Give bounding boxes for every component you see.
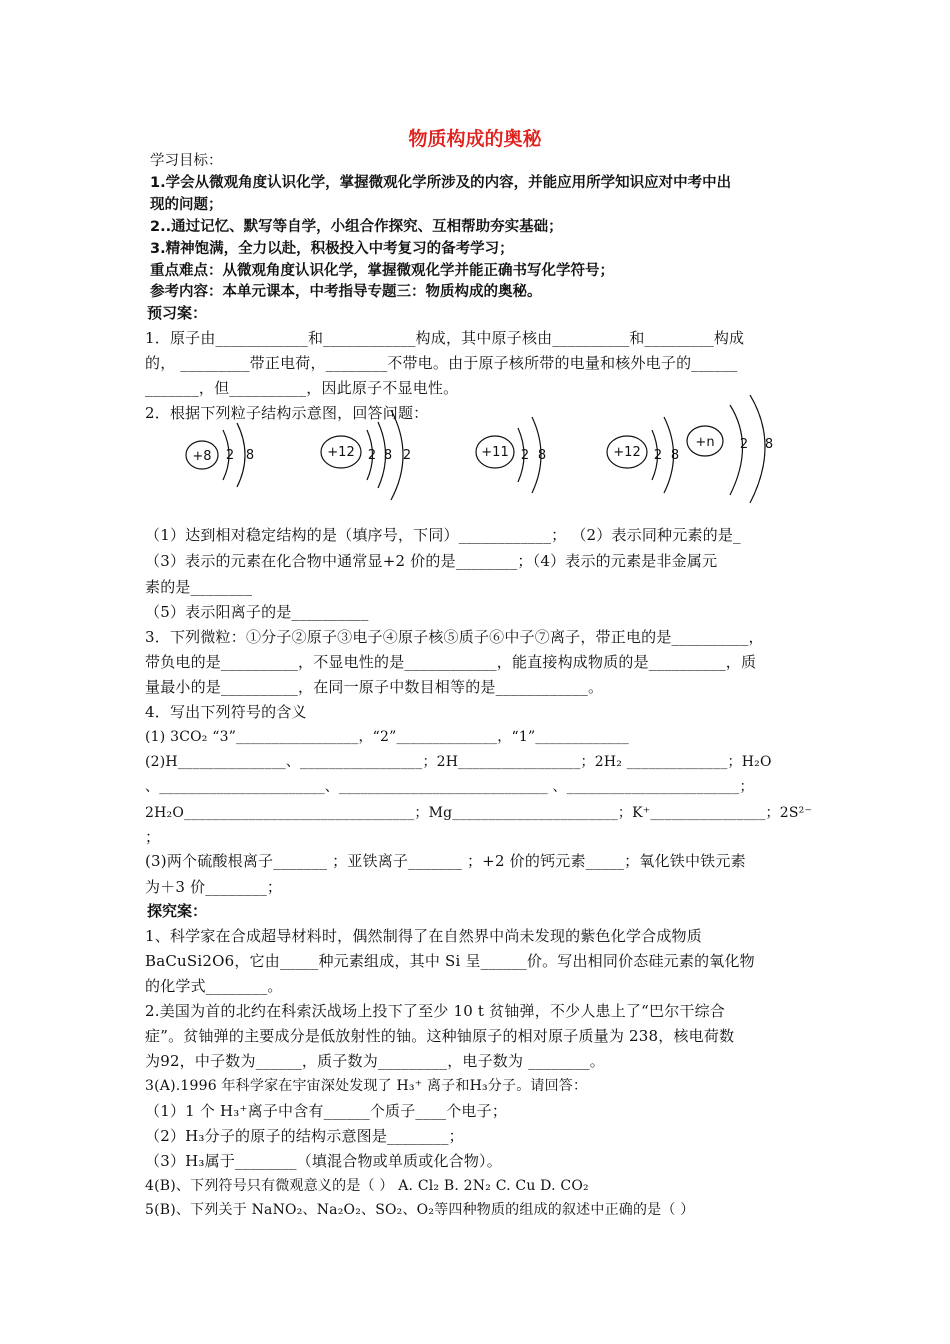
atom-diagram-1 bbox=[186, 423, 254, 487]
question-4-line: (2)H_______________、_________________；2H_________________；2H₂ ______________；H₂O bbox=[145, 754, 772, 770]
question-2-line: 2．根据下列粒子结构示意图，回答问题： bbox=[145, 404, 429, 422]
question-4-line: ； bbox=[145, 828, 161, 846]
question-2-sub-line: （3）表示的元素在化合物中通常显+2 价的是________；（4）表示的元素是非金属元 bbox=[145, 552, 718, 570]
objective-line: 2..通过记忆、默写等自学，小组合作探究、互相帮助夯实基础； bbox=[150, 219, 563, 235]
explore-question-line: 1、科学家在合成超导材料时，偶然制得了在自然界中尚未发现的紫色化学合成物质 bbox=[145, 927, 702, 945]
nucleus-charge: +12 bbox=[327, 445, 355, 460]
page-title: 物质构成的奥秘 bbox=[408, 128, 542, 150]
shell-electron-count: 2 bbox=[225, 448, 235, 463]
question-2-sub-line: （5）表示阳离子的是__________ bbox=[145, 603, 369, 621]
explore-question-line: 5(B)、下列关于 NaNO₂、Na₂O₂、SO₂、O₂等四种物质的组成的叙述中正确的是（ ） bbox=[145, 1202, 695, 1218]
objective-line: 3.精神饱满，全力以赴，积极投入中考复习的备考学习； bbox=[150, 241, 514, 257]
shell-electron-count: 8 bbox=[537, 448, 547, 463]
shell-electron-count: 2 bbox=[520, 448, 530, 463]
question-1-line: 1．原子由____________和____________构成，其中原子核由__________和_________构成 bbox=[145, 329, 745, 347]
explore-question-line: 3(A).1996 年科学家在宇宙深处发现了 H₃⁺ 离子和H₃分子。请回答： bbox=[145, 1078, 588, 1094]
explore-question-line: 症”。贫铀弹的主要成分是低放射性的铀。这种铀原子的相对原子质量为 238，核电荷数 bbox=[145, 1027, 735, 1045]
electron-shell-arc bbox=[237, 423, 245, 487]
particle-structure-diagram bbox=[175, 395, 805, 515]
electron-shell-arc bbox=[750, 395, 765, 503]
shell-electron-count: 8 bbox=[670, 448, 680, 463]
explore-heading: 探究案： bbox=[147, 902, 208, 920]
nucleus-charge: +11 bbox=[481, 445, 509, 460]
reference-line: 参考内容：本单元课本，中考指导专题三：物质构成的奥秘。 bbox=[150, 284, 542, 300]
atom-diagram-4 bbox=[607, 417, 679, 493]
shell-electron-count: 8 bbox=[383, 448, 393, 463]
shell-electron-count: 2 bbox=[402, 448, 412, 463]
atom-diagram-2 bbox=[321, 410, 411, 500]
preview-heading: 预习案： bbox=[147, 304, 208, 322]
shell-electron-count: 8 bbox=[245, 448, 255, 463]
electron-shell-arc bbox=[391, 410, 403, 500]
question-2-sub-line: 素的是________ bbox=[145, 578, 253, 596]
explore-question-line: （3）H₃属于________（填混合物或单质或化合物）。 bbox=[145, 1152, 502, 1170]
atom-diagram-3 bbox=[476, 417, 546, 493]
question-4-line: (3)两个硫酸根离子_______ ；亚铁离子_______ ；+2 价的钙元素_____；氧化铁中铁元素 bbox=[145, 852, 746, 870]
explore-question-line: 的化学式________。 bbox=[145, 977, 283, 995]
shell-electron-count: 8 bbox=[764, 437, 774, 452]
objective-line: 1.学会从微观角度认识化学，掌握微观化学所涉及的内容，并能应用所学知识应对中考中出 bbox=[150, 175, 732, 191]
explore-question-line: （2）H₃分子的原子的结构示意图是________； bbox=[145, 1127, 464, 1145]
shell-electron-count: 2 bbox=[739, 437, 749, 452]
question-4-line: (1) 3CO₂ “3”_________________，“2”______________，“1”_____________ bbox=[145, 729, 629, 745]
key-points-line: 重点难点：从微观角度认识化学，掌握微观化学并能正确书写化学符号； bbox=[150, 263, 614, 279]
nucleus-charge: +8 bbox=[192, 449, 212, 464]
question-1-line: 的， _________带正电荷，________不带电。由于原子核所带的电量和核外电子的______ bbox=[145, 354, 738, 372]
explore-question-line: 为92，中子数为______，质子数为_________，电子数为 ________。 bbox=[145, 1052, 605, 1070]
objective-line: 现的问题； bbox=[150, 197, 223, 213]
question-4-line: 、_______________________、_____________________________ 、________________________； bbox=[145, 779, 754, 795]
explore-question-line: （1）1 个 H₃⁺离子中含有______个质子____个电子； bbox=[145, 1102, 508, 1120]
explore-question-line: 4(B)、下列符号只有微观意义的是（ ） A. Cl₂ B. 2N₂ C. Cu D. CO₂ bbox=[145, 1178, 589, 1194]
explore-question-line: BaCuSi2O6，它由_____种元素组成，其中 Si 呈______价。写出相同价态硅元素的氧化物 bbox=[145, 952, 755, 970]
shell-electron-count: 2 bbox=[653, 448, 663, 463]
nucleus-charge: +n bbox=[695, 435, 715, 450]
question-4-line: 2H₂O________________________________；Mg_______________________；K⁺________________；2S²⁻ bbox=[145, 805, 813, 821]
question-4-line: 4．写出下列符号的含义 bbox=[145, 703, 307, 721]
question-1-line: _______，但__________，因此原子不显电性。 bbox=[145, 379, 459, 397]
atom-diagram-5 bbox=[687, 395, 773, 503]
objectives-heading: 学习目标： bbox=[150, 153, 223, 169]
question-4-line: 为＋3 价________； bbox=[145, 878, 283, 896]
nucleus-charge: +12 bbox=[613, 445, 641, 460]
explore-question-line: 2.美国为首的北约在科索沃战场上投下了至少 10 t 贫铀弹，不少人患上了“巴尔干综合 bbox=[145, 1002, 726, 1020]
question-3-line: 量最小的是__________，在同一原子中数目相等的是____________。 bbox=[145, 678, 604, 696]
question-3-line: 带负电的是__________，不显电性的是____________，能直接构成物质的是__________，质 bbox=[145, 653, 757, 671]
shell-electron-count: 2 bbox=[367, 448, 377, 463]
question-2-sub-line: （1）达到相对稳定结构的是（填序号，下同）____________； （2）表示同种元素的是_ bbox=[145, 526, 741, 544]
question-3-line: 3．下列微粒：①分子②原子③电子④原子核⑤质子⑥中子⑦离子，带正电的是__________， bbox=[145, 628, 764, 646]
